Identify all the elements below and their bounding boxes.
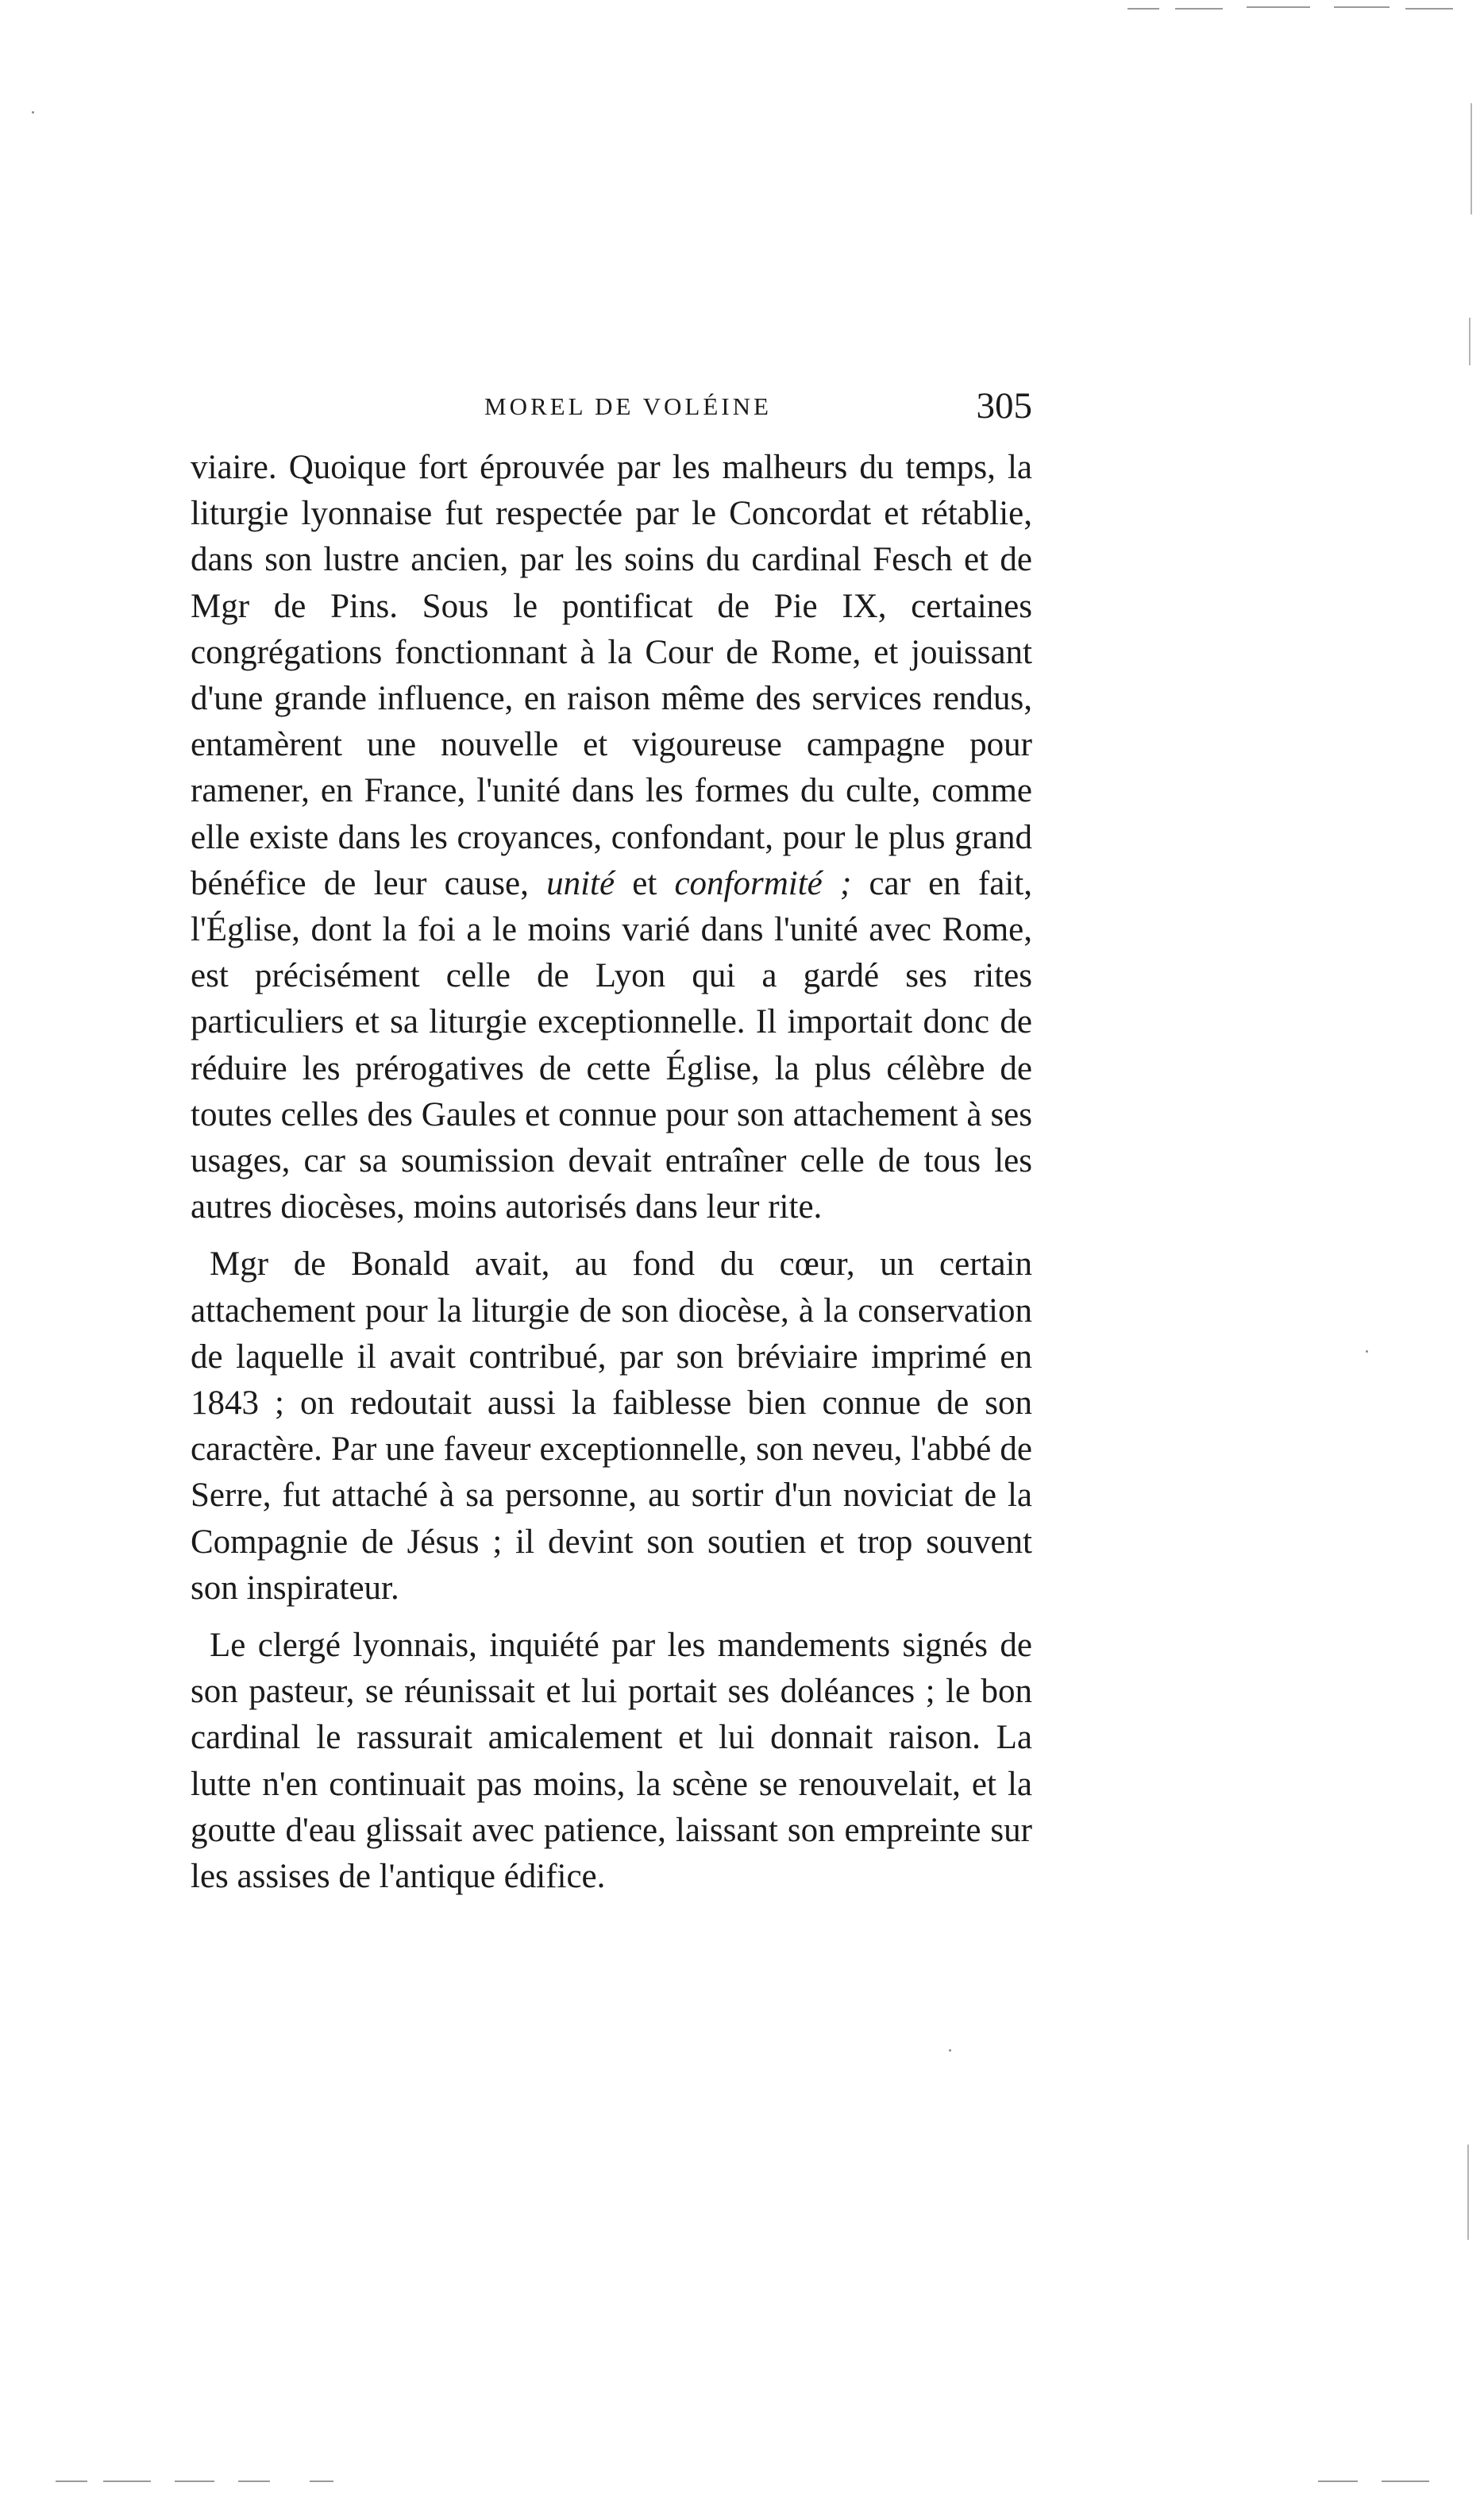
scan-mark-bottom-7	[1382, 2480, 1429, 2482]
scan-edge-line-1	[1471, 103, 1472, 214]
scan-mark-top-2	[1175, 8, 1223, 10]
running-head	[191, 380, 1032, 443]
scan-mark-top-5	[1405, 8, 1453, 10]
scan-mark-bottom-5	[310, 2480, 333, 2482]
paragraph-1-text-b: et	[615, 864, 675, 902]
scan-mark-bottom-6	[1318, 2480, 1358, 2482]
body-text	[191, 445, 1032, 1900]
scan-edge-line-3	[1467, 2145, 1469, 2240]
scan-mark-top-1	[1127, 8, 1159, 10]
scan-mark-bottom-1	[56, 2480, 87, 2482]
paragraph-2: Mgr de Bonald avait, au fond du cœur, un certain attachement pour la liturgie de son diocèse, à la conservation de laquelle il avait contribué, par son bréviaire imprimé en 1843 ; on redoutait aussi la faiblesse bien connue de son caractère. Par une faveur exceptionnelle, son neveu, l'abbé de Serre, fut attaché à sa personne, au sortir d'un noviciat de la Compagnie de Jésus ; il devint son soutien et trop souvent son inspirateur.	[191, 1245, 1032, 1607]
paragraph-1	[191, 445, 1032, 1230]
scan-edge-line-2	[1469, 318, 1471, 365]
scan-mark-top-4	[1334, 6, 1390, 8]
scan-mark-bottom-3	[175, 2480, 214, 2482]
scan-mark-bottom-2	[103, 2480, 151, 2482]
paragraph-3: Le clergé lyonnais, inquiété par les mandements signés de son pasteur, se réunissait et lui portait ses doléances ; le bon cardinal le rassurait amicalement et lui donnait raison. La lutte n'en continuait pas moins, la scène se renouvelait, et la goutte d'eau glissait avec patience, laissant son empreinte sur les assises de l'antique édifice.	[191, 1627, 1032, 1896]
paragraph-1-text-a: viaire. Quoique fort éprouvée par les malheurs du temps, la liturgie lyonnaise fut respectée par le Concordat et rétablie, dans son lustre ancien, par les soins du cardinal Fesch et de Mgr de Pins. Sous le pontificat de Pie IX, certaines congrégations fonctionnant à la Cour de Rome, et jouissant d'une grande influence, en raison même des services rendus, entamèrent une nouvelle et vigoureuse campagne pour ramener, en France, l'unité dans les formes du culte, comme elle existe dans les croyances, confondant, pour le plus grand bénéfice de leur cause,	[191, 449, 1032, 902]
scan-dot-2	[949, 2049, 951, 2052]
scan-dot-3	[1366, 1350, 1368, 1353]
running-title: MOREL DE VOLÉINE	[484, 392, 772, 420]
scan-mark-top-3	[1247, 6, 1310, 8]
paragraph-1-text-c: car en fait, l'Église, dont la foi a le moins varié dans l'unité avec Rome, est précisément celle de Lyon qui a gardé ses rites particuliers et sa liturgie exceptionnelle. Il importait donc de réduire les prérogatives de cette Église, la plus célèbre de toutes celles des Gaules et connue pour son attachement à ses usages, car sa soumission devait entraîner celle de tous les autres diocèses, moins autorisés dans leur rite.	[191, 864, 1032, 1226]
italic-conformite: conformité ;	[674, 864, 852, 902]
italic-unite: unité	[546, 864, 615, 902]
scan-mark-bottom-4	[238, 2480, 270, 2482]
scan-dot-1	[32, 111, 34, 114]
page-number: 305	[976, 385, 1032, 427]
